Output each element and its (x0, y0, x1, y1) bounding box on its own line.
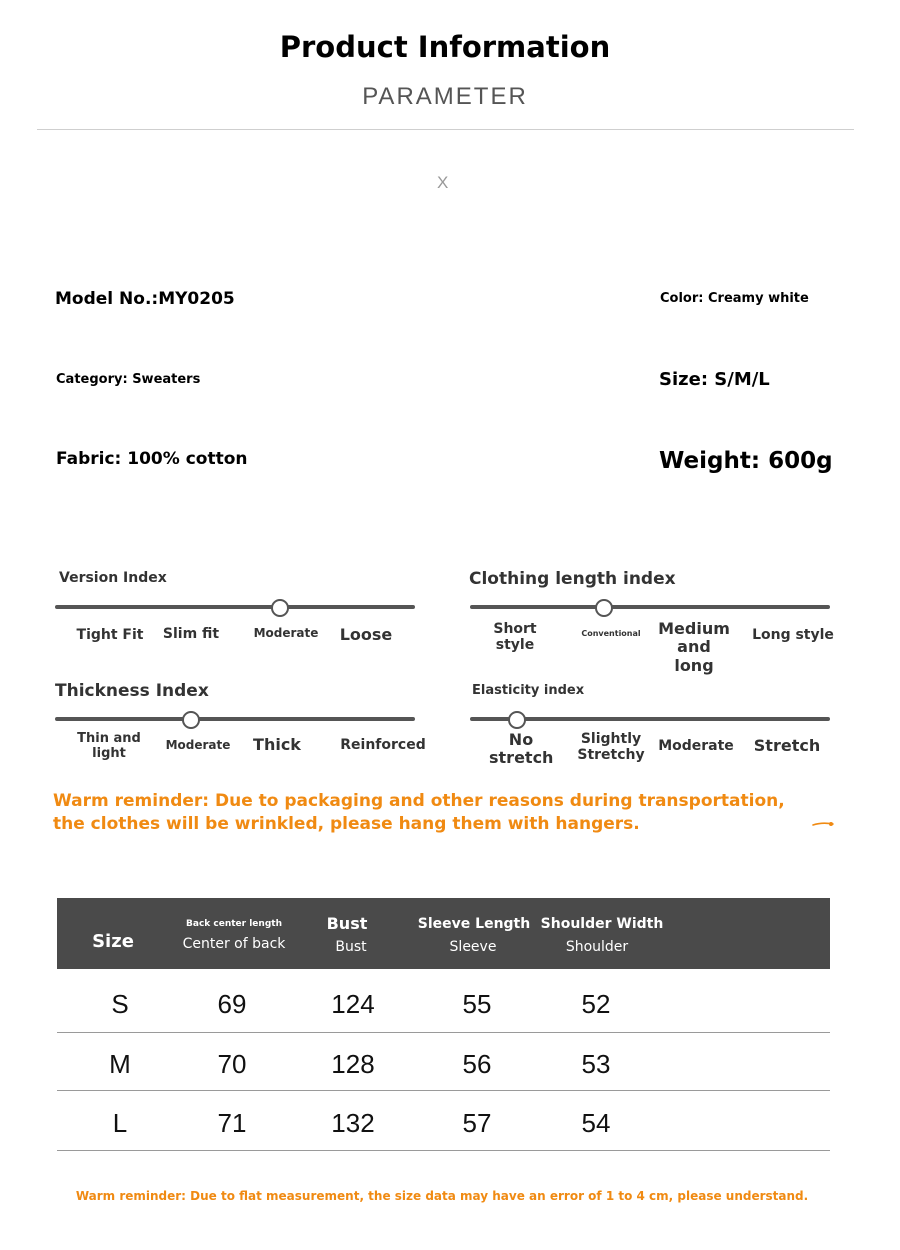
header-back-length-sub: Center of back (182, 936, 286, 952)
table-row-divider (57, 1032, 830, 1033)
header-bust-sub: Bust (335, 939, 367, 955)
thickness-index-title: Thickness Index (55, 681, 209, 701)
length-option-conventional: Conventional (581, 629, 641, 638)
table-cell-size: M (109, 1049, 131, 1079)
elasticity-option-none: No stretch (489, 730, 554, 768)
page-title: Product Information (279, 30, 611, 64)
elasticity-index-marker (508, 711, 526, 729)
table-cell-size: S (111, 989, 129, 1019)
warm-reminder-line-1: Warm reminder: Due to packaging and other reasons during transportation, (53, 791, 785, 811)
measurement-reminder: Warm reminder: Due to flat measurement, the size data may have an error of 1 to 4 cm, please understand. (75, 1189, 809, 1203)
size-info: Size: S/M/L (659, 369, 770, 390)
table-cell-back-length: 70 (217, 1049, 247, 1079)
header-size: Size (92, 931, 134, 952)
table-row-divider (57, 1150, 830, 1151)
thickness-index-track (55, 717, 415, 721)
length-option-short: Short style (493, 621, 537, 654)
swoosh-icon (812, 821, 834, 827)
table-cell-shoulder: 54 (581, 1108, 611, 1138)
table-cell-sleeve: 55 (462, 989, 492, 1019)
table-cell-shoulder: 53 (581, 1049, 611, 1079)
version-index-marker (271, 599, 289, 617)
header-sleeve-sub: Sleeve (449, 939, 497, 955)
version-option-tight: Tight Fit (76, 627, 144, 643)
version-index-track (55, 605, 415, 609)
table-cell-size: L (112, 1108, 128, 1138)
version-option-moderate: Moderate (253, 626, 319, 640)
header-shoulder: Shoulder Width (540, 916, 664, 932)
header-shoulder-sub: Shoulder (565, 939, 629, 955)
table-row-divider (57, 1090, 830, 1091)
header-sleeve: Sleeve Length (417, 916, 531, 932)
color-info: Color: Creamy white (660, 291, 809, 306)
header-divider (37, 129, 854, 130)
table-cell-sleeve: 57 (462, 1108, 492, 1138)
length-option-medium-long: Medium and long (658, 619, 730, 675)
thickness-option-thin: Thin and light (77, 731, 141, 761)
length-option-long: Long style (752, 627, 834, 643)
version-option-slim: Slim fit (162, 626, 220, 642)
warm-reminder-line-2: the clothes will be wrinkled, please hang them with hangers. (53, 814, 640, 834)
table-cell-bust: 124 (331, 989, 375, 1019)
version-option-loose: Loose (339, 625, 393, 644)
table-cell-back-length: 71 (217, 1108, 247, 1138)
thickness-index-marker (182, 711, 200, 729)
length-index-title: Clothing length index (469, 569, 676, 589)
header-bust: Bust (326, 914, 368, 933)
length-index-track (470, 605, 830, 609)
table-cell-bust: 132 (331, 1108, 375, 1138)
close-icon: X (437, 173, 449, 192)
weight-info: Weight: 600g (659, 448, 833, 474)
table-cell-shoulder: 52 (581, 989, 611, 1019)
model-number: Model No.:MY0205 (55, 289, 235, 309)
elasticity-index-title: Elasticity index (472, 683, 585, 698)
table-cell-bust: 128 (331, 1049, 375, 1079)
header-back-length: Back center length (186, 919, 282, 929)
size-table-header (57, 898, 830, 969)
thickness-option-moderate: Moderate (165, 738, 231, 752)
elasticity-option-slight: Slightly Stretchy (577, 731, 645, 764)
length-index-marker (595, 599, 613, 617)
elasticity-option-moderate: Moderate (658, 738, 734, 754)
fabric-info: Fabric: 100% cotton (56, 449, 248, 469)
table-cell-back-length: 69 (217, 989, 247, 1019)
page-subtitle: PARAMETER (362, 83, 528, 110)
table-cell-sleeve: 56 (462, 1049, 492, 1079)
version-index-title: Version Index (59, 570, 167, 586)
thickness-option-reinforced: Reinforced (340, 737, 426, 753)
elasticity-option-stretch: Stretch (753, 736, 821, 755)
category-info: Category: Sweaters (56, 372, 201, 387)
thickness-option-thick: Thick (253, 735, 301, 754)
